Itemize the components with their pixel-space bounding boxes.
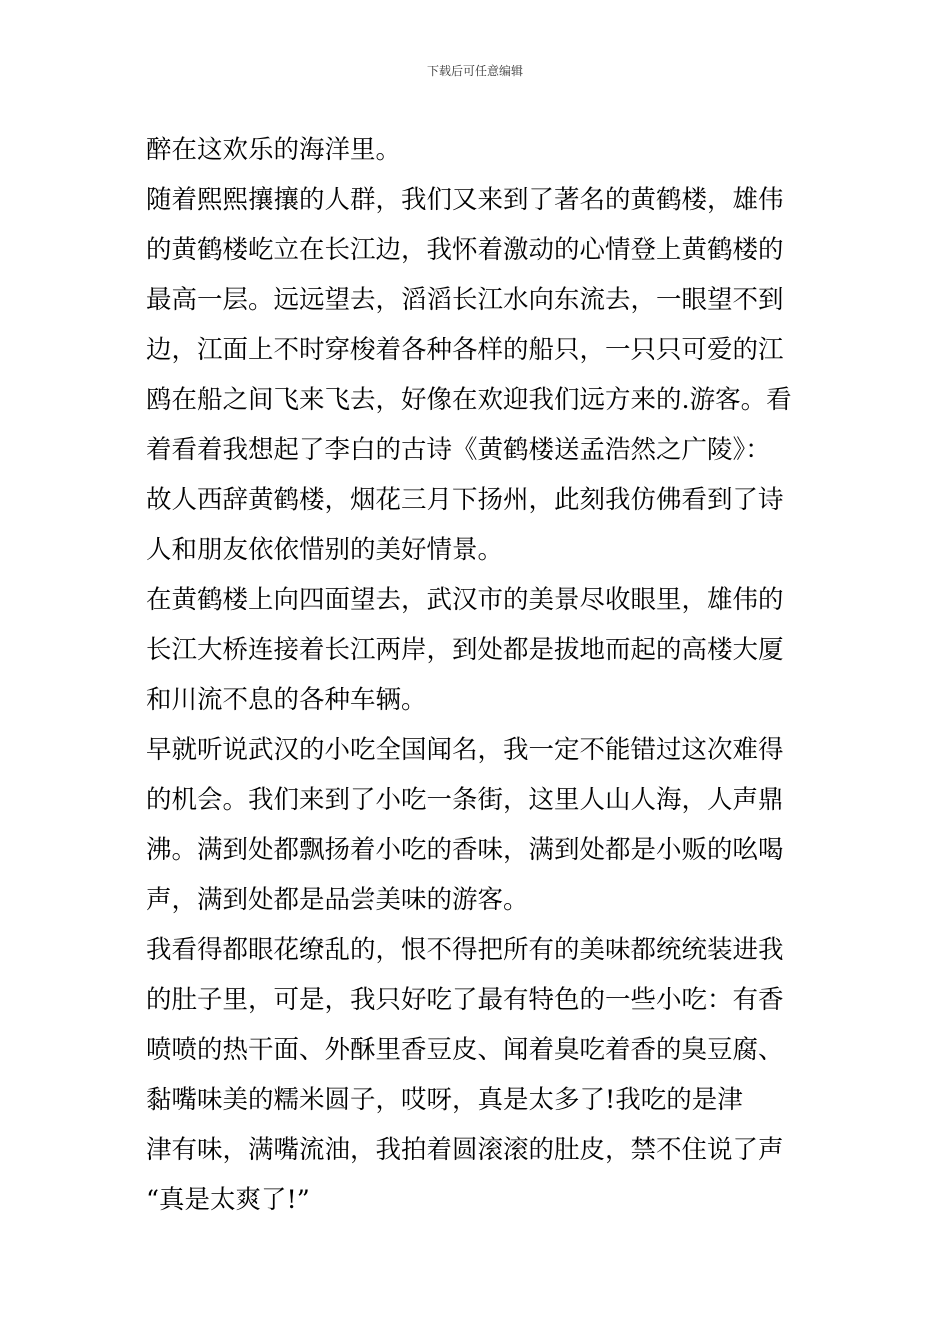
text-line: 黏嘴味美的糯米圆子，哎呀，真是太多了!我吃的是津 [146, 1085, 743, 1115]
text-line: 在黄鹤楼上向四面望去，武汉市的美景尽收眼里，雄伟的 [146, 585, 784, 615]
text-line: 我看得都眼花缭乱的，恨不得把所有的美味都统统装进我 [146, 935, 784, 965]
text-line: 人和朋友依依惜别的美好情景。 [146, 535, 504, 565]
document-body [146, 125, 816, 1225]
text-line: 着看着我想起了李白的古诗《黄鹤楼送孟浩然之广陵》： [146, 435, 771, 465]
text-line: 随着熙熙攘攘的人群，我们又来到了著名的黄鹤楼，雄伟 [146, 185, 784, 215]
text-line: “真是太爽了!” [146, 1185, 310, 1215]
text-line: 的黄鹤楼屹立在长江边，我怀着激动的心情登上黄鹤楼的 [146, 235, 784, 265]
text-line: 喷喷的热干面、外酥里香豆皮、闻着臭吃着香的臭豆腐、 [146, 1035, 784, 1065]
text-line: 鸥在船之间飞来飞去，好像在欢迎我们远方来的.游客。看 [146, 385, 792, 415]
text-line: 的肚子里，可是，我只好吃了最有特色的一些小吃：有香 [146, 985, 784, 1015]
text-line: 早就听说武汉的小吃全国闻名，我一定不能错过这次难得 [146, 735, 784, 765]
text-line: 的机会。我们来到了小吃一条街，这里人山人海，人声鼎 [146, 785, 784, 815]
text-line: 边，江面上不时穿梭着各种各样的船只，一只只可爱的江 [146, 335, 784, 365]
text-line: 和川流不息的各种车辆。 [146, 685, 427, 715]
text-line: 长江大桥连接着长江两岸，到处都是拔地而起的高楼大厦 [146, 635, 784, 665]
text-line: 沸。满到处都飘扬着小吃的香味，满到处都是小贩的吆喝 [146, 835, 784, 865]
text-line: 声，满到处都是品尝美味的游客。 [146, 885, 529, 915]
page-header-note: 下载后可任意编辑 [426, 64, 523, 78]
text-line: 醉在这欢乐的海洋里。 [146, 135, 402, 165]
text-line: 最高一层。远远望去，滔滔长江水向东流去，一眼望不到 [146, 285, 784, 315]
text-line: 津有味，满嘴流油，我拍着圆滚滚的肚皮，禁不住说了声 [146, 1135, 784, 1165]
text-line: 故人西辞黄鹤楼，烟花三月下扬州，此刻我仿佛看到了诗 [146, 485, 784, 515]
